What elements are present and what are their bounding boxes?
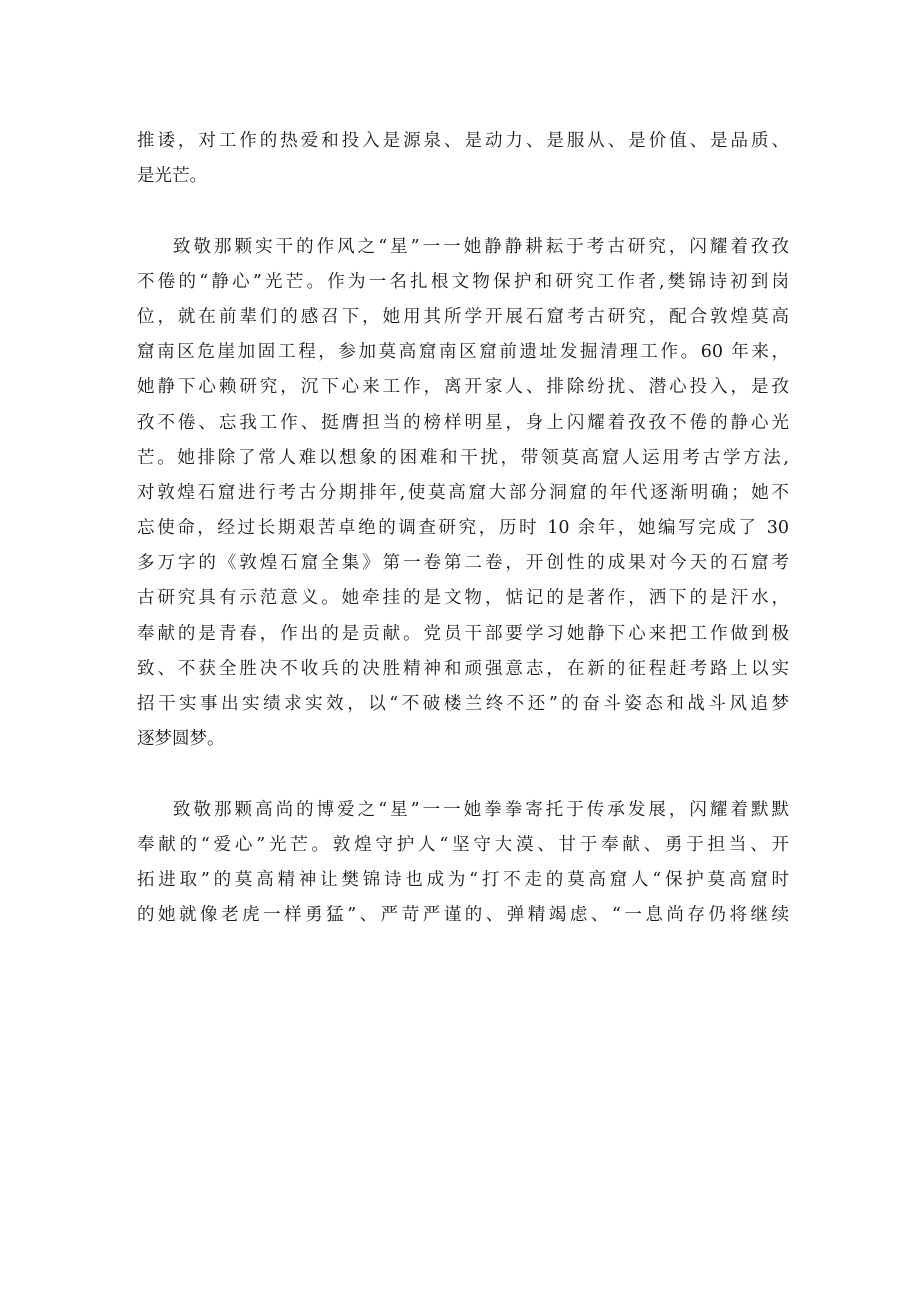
- text-line: 拓进取”的莫高精神让樊锦诗也成为“打不走的莫高窟人“保护莫高窟时: [137, 869, 789, 890]
- paragraph-1: [137, 124, 789, 194]
- text-line: 芒。她排除了常人难以想象的困难和干扰，带领莫高窟人运用考古学方法,: [137, 447, 789, 468]
- text-line: 招干实事出实绩求实效，以“不破楼兰终不还”的奋斗姿态和战斗风追梦: [137, 694, 789, 714]
- paragraph-3: [137, 793, 789, 934]
- text-line: 是光芒。: [137, 166, 207, 187]
- text-line: 致敬那颗高尚的博爱之“星”一一她拳拳寄托于传承发展，闪耀着默默: [173, 799, 789, 820]
- text-line: 多万字的《敦煌石窟全集》第一卷第二卷，开创性的成果对今天的石窟考: [137, 553, 789, 574]
- text-line: 致、不获全胜决不收兵的决胜精神和顽强意志，在新的征程赶考路上以实: [137, 658, 789, 679]
- text-line: 忘使命，经过长期艰苦卓绝的调查研究，历时 10 余年，她编写完成了 30: [137, 518, 789, 539]
- text-line: 她静下心赖研究，沉下心来工作，离开家人、排除纷扰、潜心投入，是孜: [137, 377, 789, 398]
- text-line: 逐梦圆梦。: [137, 729, 225, 750]
- text-line: 孜不倦、忘我工作、挺膺担当的榜样明星，身上闪耀着孜孜不倦的静心光: [137, 412, 789, 433]
- text-line: 位，就在前辈们的感召下，她用其所学开展石窟考古研究，配合敦煌莫高: [137, 306, 789, 327]
- text-line: 不倦的“静心”光芒。作为一名扎根文物保护和研究工作者,樊锦诗初到岗: [137, 271, 789, 292]
- paragraph-gap: [137, 757, 789, 792]
- text-line: 奉献的“爱心”光芒。敦煌守护人“坚守大漠、甘于奉献、勇于担当、开: [137, 834, 789, 855]
- text-line: 推诿，对工作的热爱和投入是源泉、是动力、是服从、是价值、是品质、: [137, 131, 789, 151]
- paragraph-gap: [137, 194, 789, 229]
- text-line: 对敦煌石窟进行考古分期排年,使莫高窟大部分洞窟的年代逐渐明确；她不: [137, 482, 789, 503]
- text-line: 致敬那颗实干的作风之“星”一一她静静耕耘于考古研究，闪耀着孜孜: [173, 236, 789, 257]
- text-line: 奉献的是青春，作出的是贡献。党员干部要学习她静下心来把工作做到极: [137, 623, 789, 644]
- text-line: 的她就像老虎一样勇猛”、严苛严谨的、弹精竭虑、“一息尚存仍将继续: [137, 905, 789, 926]
- text-line: 古研究具有示范意义。她牵挂的是文物，惦记的是著作，洒下的是汗水，: [137, 588, 789, 609]
- document-body: [137, 124, 789, 933]
- paragraph-2: [137, 230, 789, 758]
- text-line: 窟南区危崖加固工程，参加莫高窟南区窟前遗址发掘清理工作。60 年来，: [137, 342, 789, 363]
